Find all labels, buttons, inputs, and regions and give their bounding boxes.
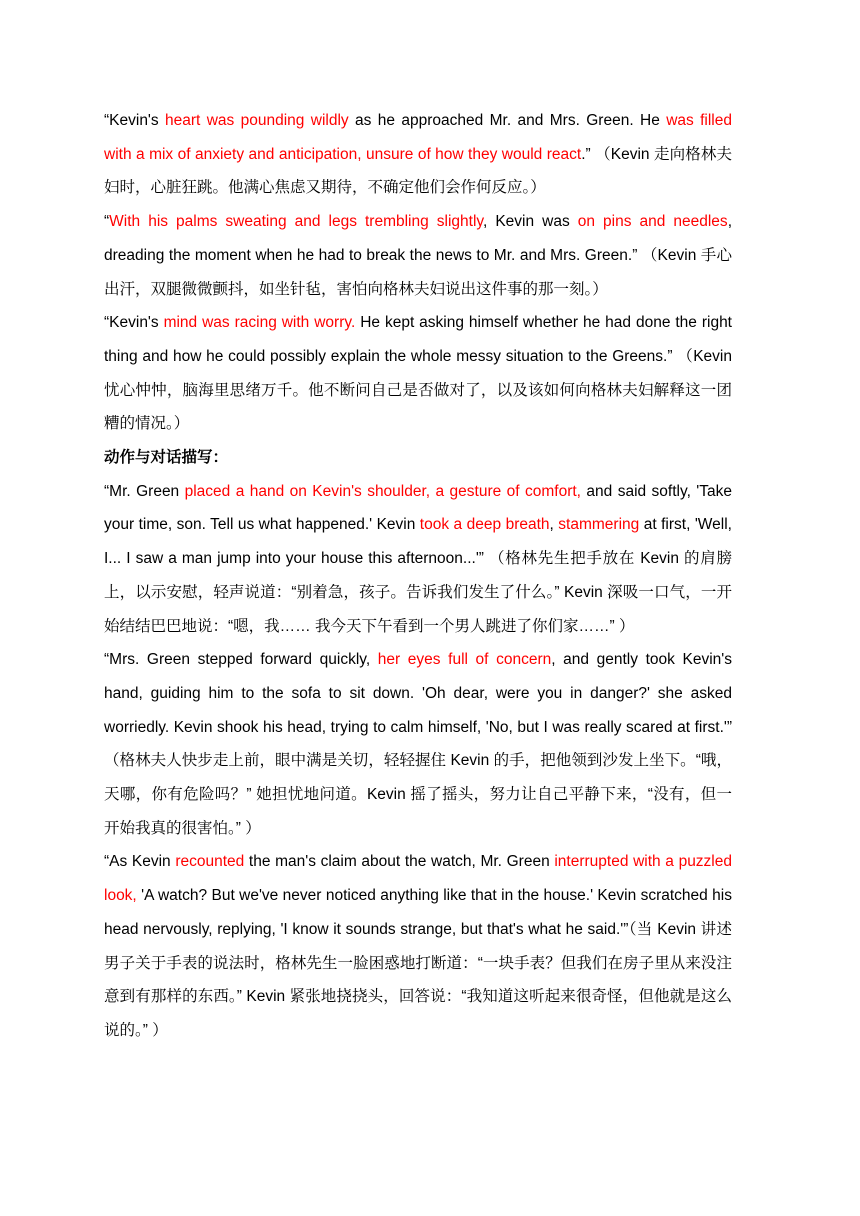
text-segment: “Kevin's [104,314,164,332]
text-segment: He kept asking himself whether he had done the right thing and how he could possibly explain the whole messy situation to the Greens.” （Kevin 忧心忡忡，脑海里思绪万千。他不断问自己是否做对了，以及该如何向格林夫妇解释这一团糟的情况。） [104,314,732,433]
text-segment: “As Kevin [104,853,176,871]
highlighted-phrase: interrupted with a puzzled look, [104,853,732,905]
text-segment: the man's claim about the watch, Mr. Green [244,853,555,871]
paragraph [104,845,732,1047]
text-segment: “Mr. Green [104,482,185,500]
text-segment: .” （Kevin 走向格林夫妇时，心脏狂跳。他满心焦虑又期待，不确定他们会作何反应。） [104,145,732,197]
text-segment: and said softly, 'Take your time, son. Tell us what happened.' Kevin [104,482,732,534]
highlighted-phrase: her eyes full of concern [377,651,552,669]
document-page [104,104,732,1048]
highlighted-phrase: recounted [175,853,245,871]
text-segment: , dreading the moment when he had to break the news to Mr. and Mrs. Green.” （Kevin 手心出汗，双腿微微颤抖，如坐针毡，害怕向格林夫妇说出这件事的那一刻。） [104,213,732,298]
action-dialogue-section [104,475,732,1048]
highlighted-phrase: heart was pounding wildly [165,112,349,129]
section-heading: 动作与对话描写： [104,449,229,467]
text-segment: at first, 'Well, I... I saw a man jump into your house this afternoon...'” （格林先生把手放在 Kevin 的肩膀上，以示安慰，轻声说道：“别着急，孩子。告诉我们发生了什么。” Kevin 深吸一口气，一开始结结巴巴地说：“嗯，我…… 我今天下午看到一个男人跳进了你们家……” ） [104,516,732,635]
text-segment: as he approached Mr. and Mrs. Green. He [348,112,667,129]
paragraph [104,306,732,441]
paragraph [104,205,732,306]
highlighted-phrase: placed a hand on Kevin's shoulder, a gesture of comfort, [184,482,581,500]
highlighted-phrase: took a deep breath [419,516,550,534]
text-segment: 'A watch? But we've never noticed anything like that in the house.' Kevin scratched his head nervously, replying, 'I know it sounds strange, but that's what he said.'”（当 Kevin 讲述男子关于手表的说法时，格林先生一脸困惑地打断道：“一块手表？但我们在房子里从来没注意到有那样的东西。” Kevin 紧张地挠挠头，回答说：“我知道这听起来很奇怪，但他就是这么说的。” ） [104,887,732,1039]
text-segment: , and gently took Kevin's hand, guiding him to the sofa to sit down. 'Oh dear, were you in danger?' she asked worriedly. Kevin shook his head, trying to calm himself, 'No, but I was really scared at first.'” （格林夫人快步走上前，眼中满是关切，轻轻握住 Kevin 的手，把他领到沙发上坐下。“哦，天哪，你有危险吗？” 她担忧地问道。Kevin 摇了摇头，努力让自己平静下来，“没有，但一开始我真的很害怕。” ） [104,651,732,837]
text-segment: “Mrs. Green stepped forward quickly, [104,651,378,669]
paragraph [104,104,732,205]
description-section [104,104,732,441]
highlighted-phrase: With his palms sweating and legs trembling slightly [109,213,483,231]
text-segment: , [549,516,559,534]
highlighted-phrase: stammering [558,516,640,534]
text-segment: “ [104,213,110,231]
highlighted-phrase: was filled with a mix of anxiety and anticipation, unsure of how they would react [104,112,732,163]
highlighted-phrase: mind was racing with worry. [163,314,356,332]
paragraph [104,475,732,644]
highlighted-phrase: on pins and needles [577,213,728,231]
text-segment: , Kevin was [483,213,578,231]
paragraph [104,643,732,845]
text-segment: “Kevin's [104,112,166,129]
